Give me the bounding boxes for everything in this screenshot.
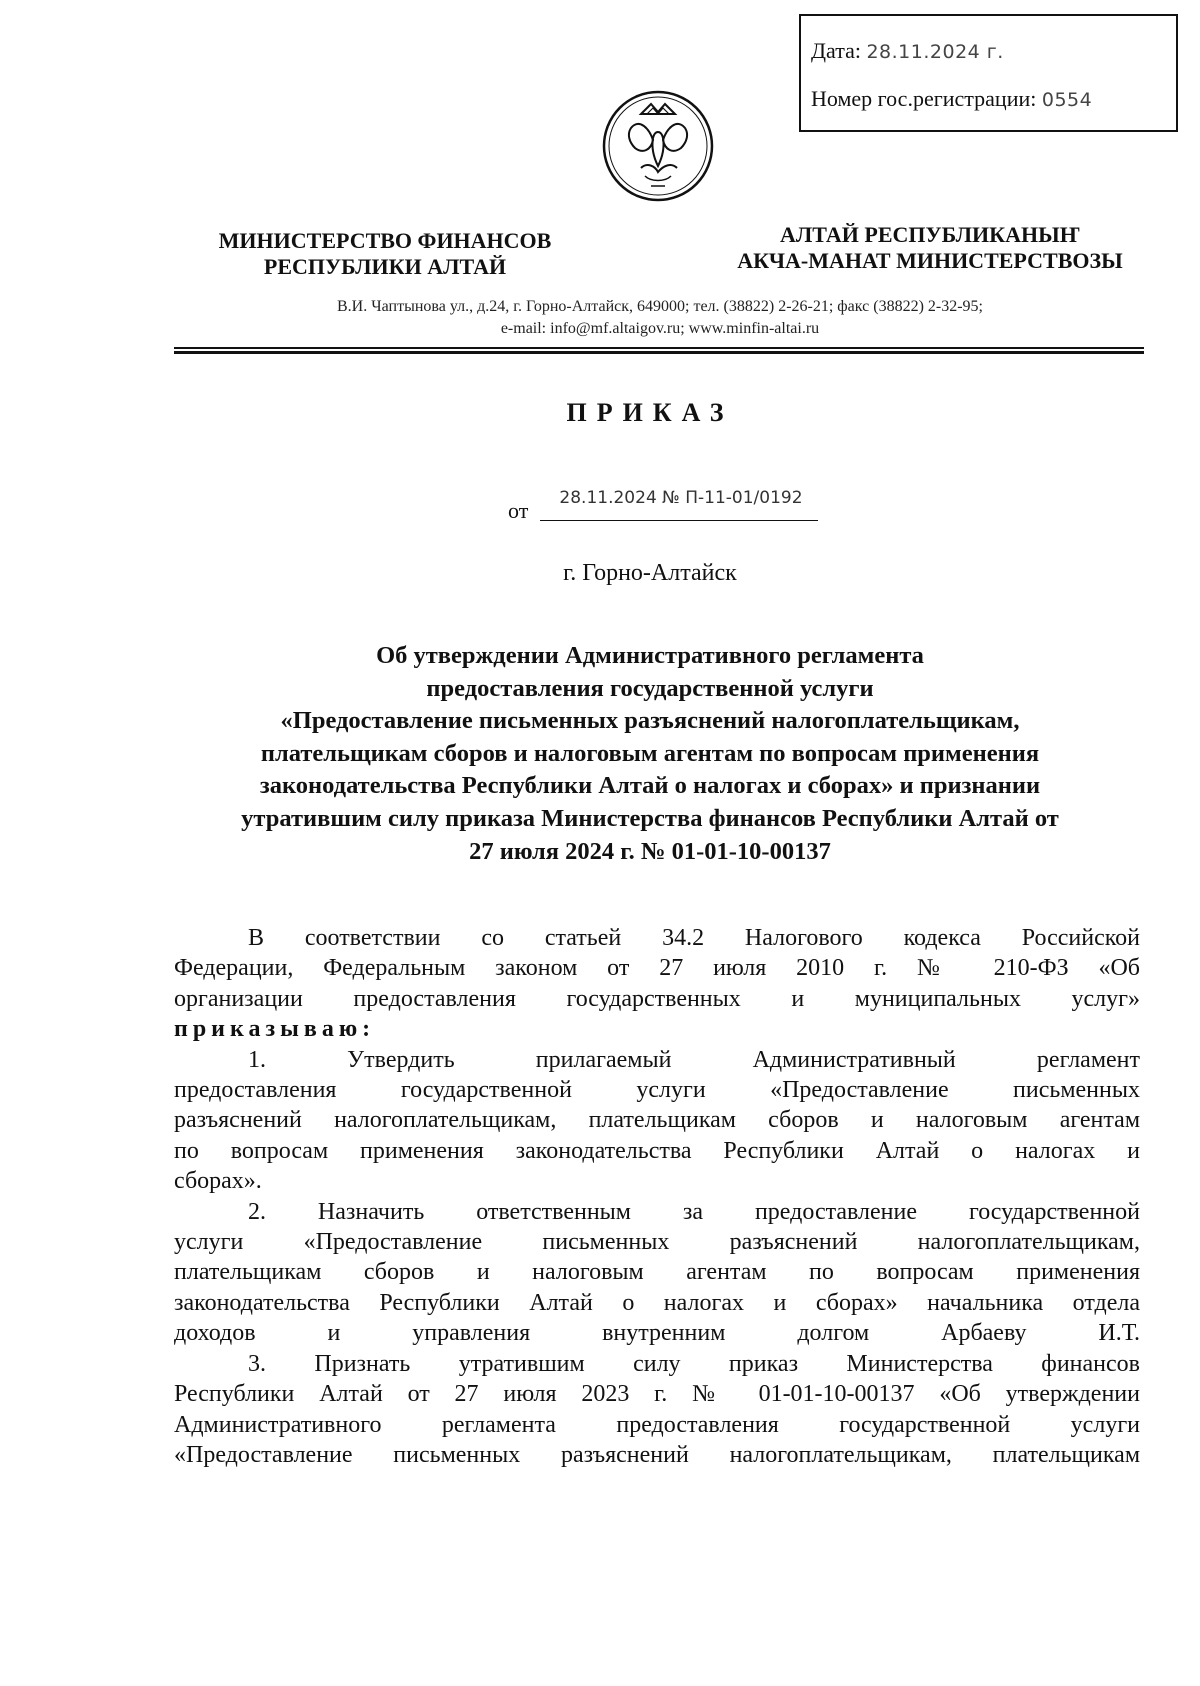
ministry-alt-line: АЛТАЙ РЕСПУБЛИКАНЫҤ <box>780 222 1080 247</box>
registration-date-value: 28.11.2024 г. <box>866 41 1004 63</box>
title-line: плательщикам сборов и налоговым агентам по вопросам применения <box>260 739 1040 767</box>
contact-line: e-mail: info@mf.altaigov.ru; www.minfin-altai.ru <box>500 320 820 337</box>
body-line: доходов и управления внутренним долгом Арбаеву И.Т. <box>174 1320 1140 1347</box>
body-line: «Предоставление письменных разъяснений налогоплательщикам, плательщикам <box>174 1441 1140 1468</box>
body-line: по вопросам применения законодательства Республики Алтай о налогах и <box>174 1137 1140 1164</box>
title-line: законодательства Республики Алтай о налогах и сборах» и признании <box>259 772 1041 800</box>
title-line: «Предоставление письменных разъяснений налогоплательщикам, <box>280 707 1020 735</box>
ministry-ru-line: РЕСПУБЛИКИ АЛТАЙ <box>263 254 507 279</box>
registration-number-label: Номер гос.регистрации: <box>811 86 1037 111</box>
order-number-line <box>508 488 868 528</box>
document-type: ПРИКАЗ <box>566 398 734 427</box>
title-line: 27 июля 2024 г. № 01-01-10-00137 <box>469 837 831 865</box>
body-line: 2. Назначить ответственным за предоставление государственной <box>248 1198 1140 1225</box>
body-line: В соответствии со статьей 34.2 Налогового кодекса Российской <box>248 925 1140 951</box>
ministry-name-altai <box>730 222 1130 274</box>
registration-stamp <box>799 14 1178 132</box>
body-line: законодательства Республики Алтай о налогах и сборах» начальника отдела <box>174 1289 1140 1316</box>
body-line: услуги «Предоставление письменных разъяснений налогоплательщикам, <box>174 1229 1140 1256</box>
document-city: г. Горно-Алтайск <box>563 560 737 586</box>
body-line: организации предоставления государственных и муниципальных услуг» <box>174 985 1140 1012</box>
registration-number-line <box>811 86 1092 112</box>
registration-date-label: Дата: <box>811 38 861 63</box>
title-line: утратившим силу приказа Министерства финансов Республики Алтай от <box>241 804 1059 832</box>
title-line: предоставления государственной услуги <box>426 674 874 702</box>
ministry-ru-line: МИНИСТЕРСТВО ФИНАНСОВ <box>218 228 552 253</box>
body-line: сборах». <box>174 1168 262 1195</box>
ministry-address <box>200 296 1120 340</box>
header-divider-thin <box>174 347 1144 349</box>
order-prefix: от <box>508 498 529 523</box>
document-body <box>174 923 1140 1470</box>
body-line: предоставления государственной услуги «Предоставление письменных <box>174 1077 1140 1104</box>
body-line: плательщикам сборов и налоговым агентам по вопросам применения <box>174 1259 1140 1286</box>
address-line: В.И. Чаптынова ул., д.24, г. Горно-Алтайск, 649000; тел. (38822) 2-26-21; факс (38822) 2-32-95; <box>337 298 983 315</box>
order-underline <box>540 520 818 521</box>
title-line: Об утверждении Административного регламента <box>376 642 924 669</box>
registration-date-line <box>811 38 1004 64</box>
header-divider-thick <box>174 351 1144 354</box>
body-line: Республики Алтай от 27 июля 2023 г. № 01-01-10-00137 «Об утверждении <box>174 1381 1140 1408</box>
ministry-name-russian <box>210 228 560 280</box>
registration-number-value: 0554 <box>1041 89 1093 111</box>
body-line: 1. Утвердить прилагаемый Административный регламент <box>248 1046 1140 1073</box>
body-line: 3. Признать утратившим силу приказ Министерства финансов <box>248 1350 1140 1377</box>
ministry-alt-line: АКЧА-МАНАТ МИНИСТЕРСТВОЗЫ <box>737 248 1123 273</box>
order-number: 28.11.2024 № П-11-01/0192 <box>559 488 803 508</box>
document-title <box>170 640 1130 868</box>
order-directive: приказываю: <box>174 1016 376 1043</box>
body-line: разъяснений налогоплательщикам, плательщикам сборов и налоговым агентам <box>174 1107 1140 1134</box>
body-line: Федерации, Федеральным законом от 27 июля 2010 г. № 210-ФЗ «Об <box>174 955 1140 982</box>
body-line: Административного регламента предоставления государственной услуги <box>174 1411 1140 1438</box>
coat-of-arms-icon <box>601 88 715 204</box>
